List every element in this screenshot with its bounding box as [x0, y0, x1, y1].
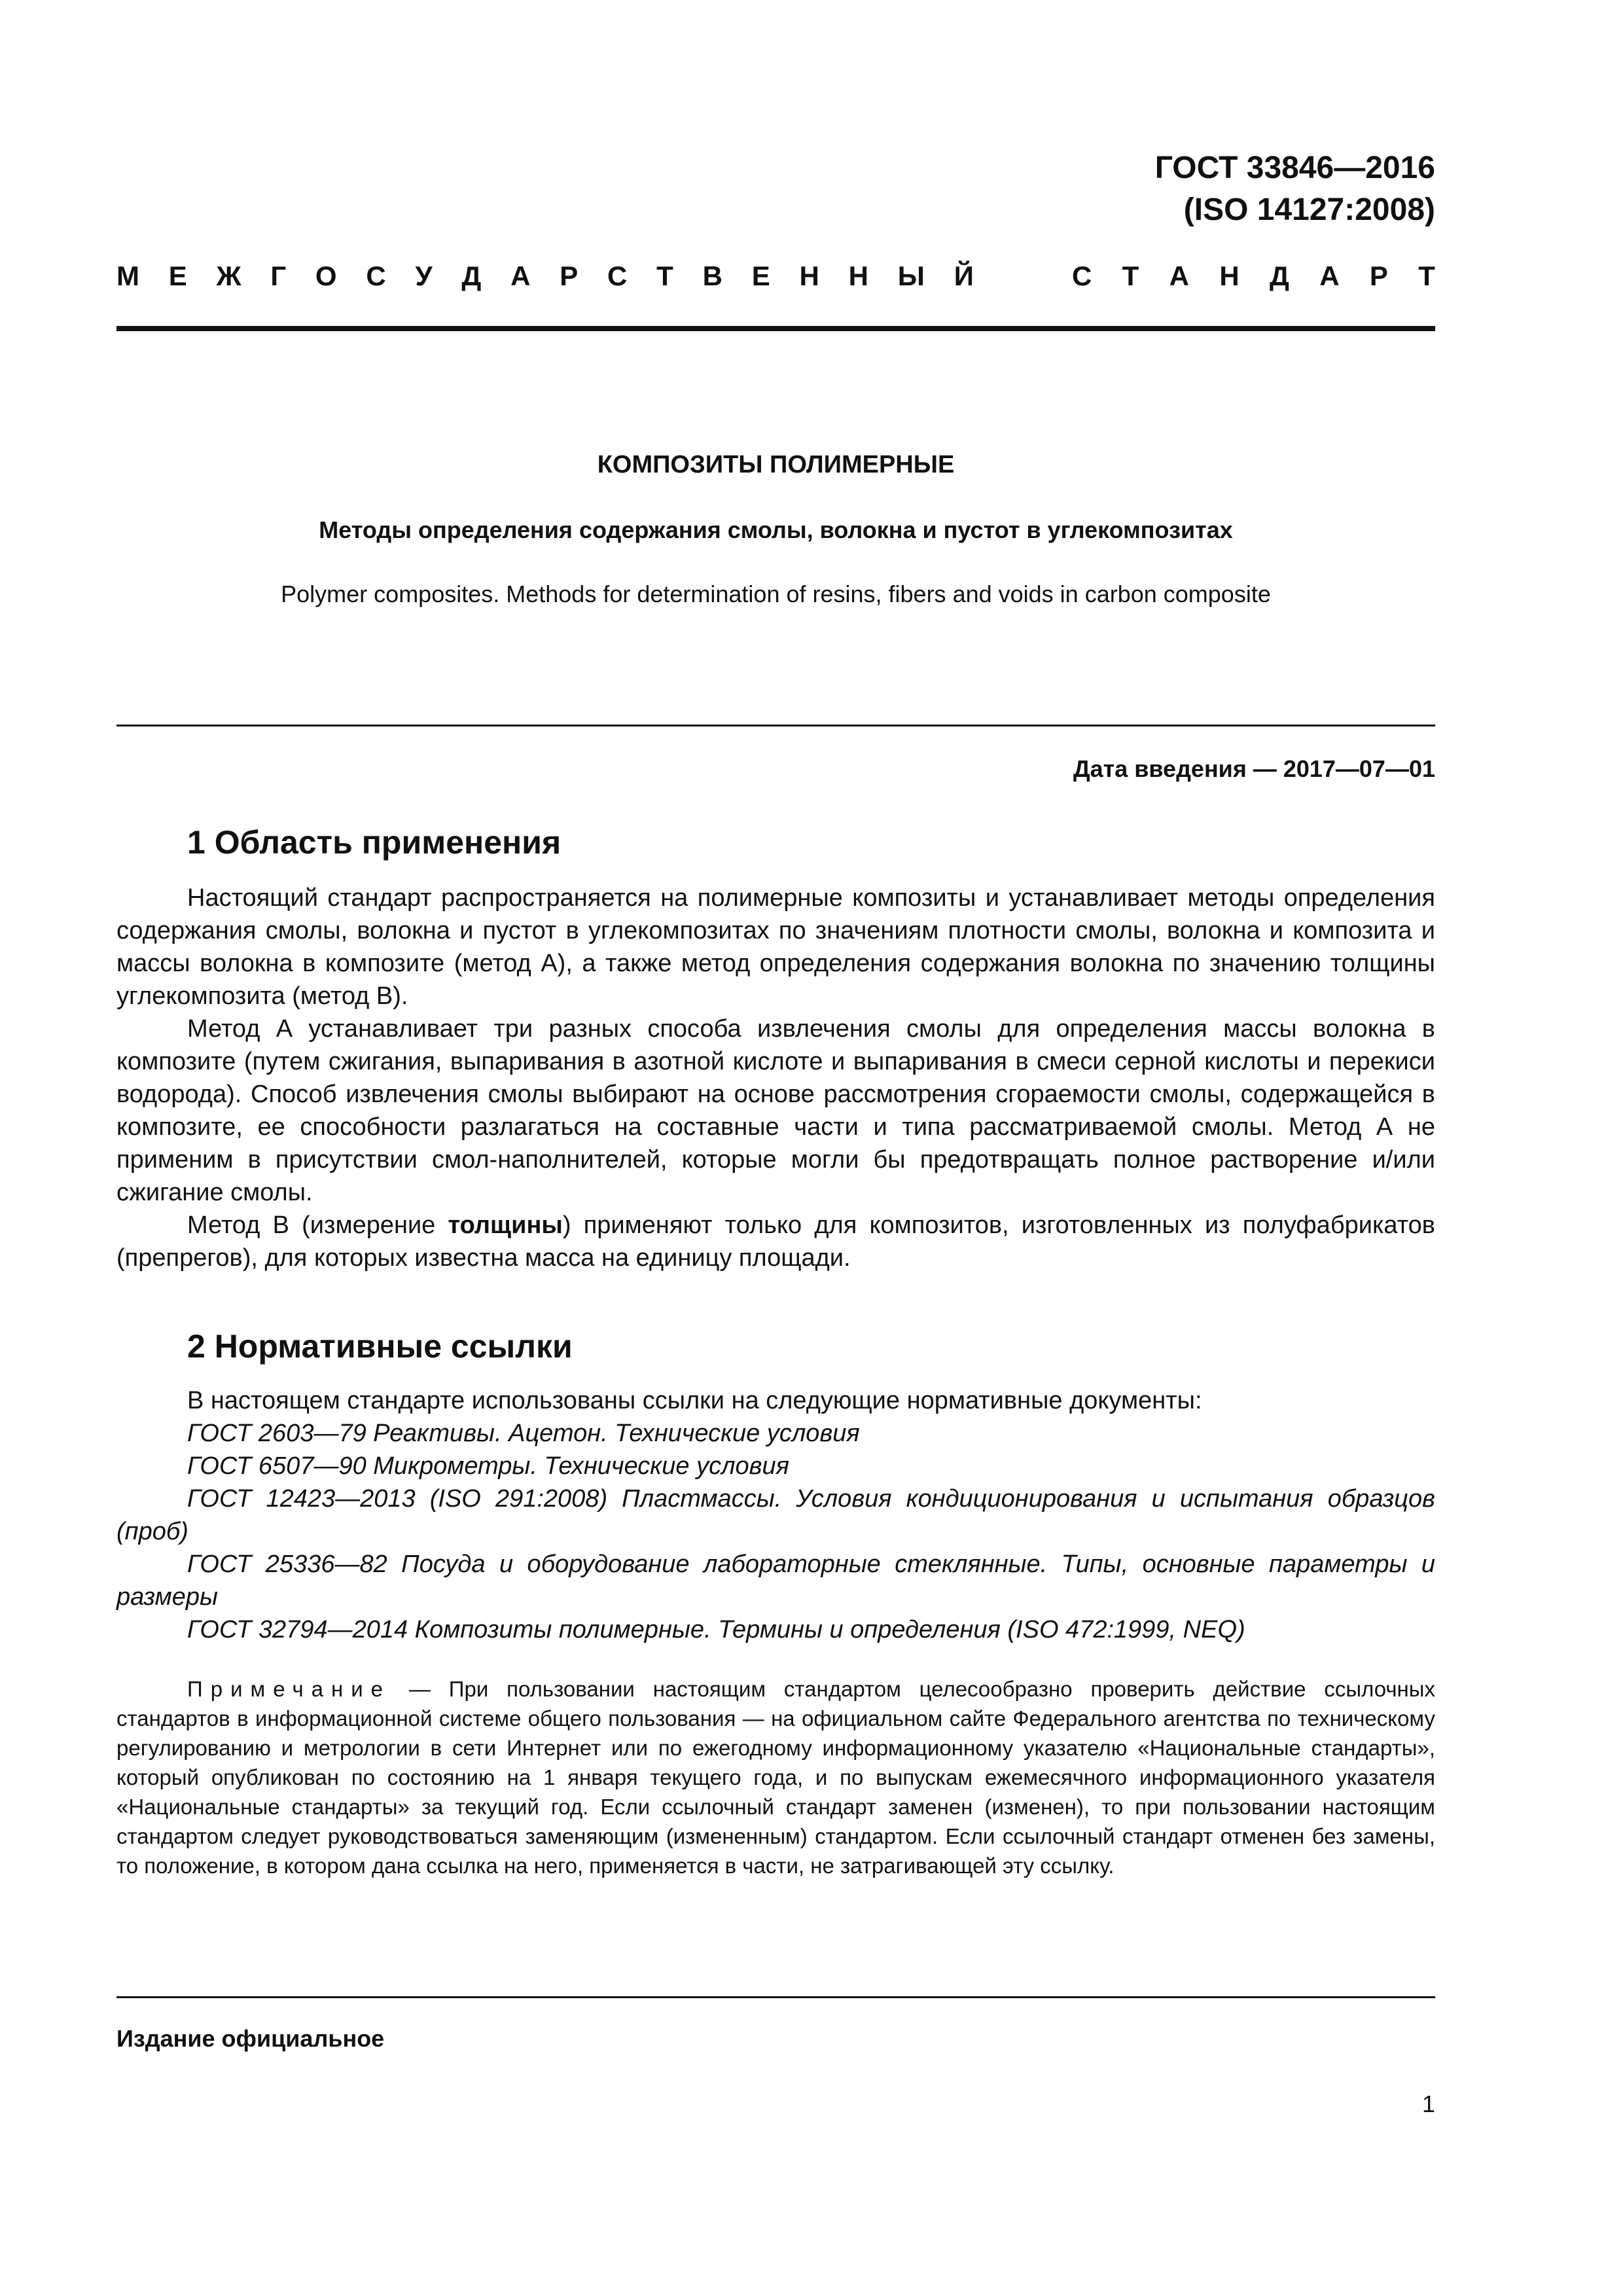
band-letter: Н — [799, 260, 819, 291]
band-letter: Г — [270, 260, 287, 291]
band-letter: У — [415, 260, 433, 291]
band-letter: Р — [560, 260, 579, 291]
reference-item: ГОСТ 6507—90 Микрометры. Технические условия — [187, 1452, 789, 1480]
band-letter: Ы — [897, 260, 925, 291]
note-text: — При пользовании настоящим стандартом целесообразно проверить действие ссылочных стандартов в информационной системе общего пользования — на официальном сайте Федерального агентства по техническому регулированию и метрологии в сети Интернет или по ежегодному информационному указателю «Национальные стандарты», который опубликован по состоянию на 1 января текущего года, и по выпускам ежемесячного информационного указателя «Национальные стандарты» за текущий год. Если ссылочный стандарт заменен (изменен), то при пользовании настоящим стандартом следует руководствоваться заменяющим (измененным) стандартом. Если ссылочный стандарт отменен без замены, то положение, в котором дана ссылка на него, применяется в части, не затрагивающей эту ссылку. — [116, 1677, 1435, 1878]
scope-p3-start: Метод В (измерение — [187, 1211, 448, 1239]
note-label: Примечание — [187, 1677, 391, 1701]
band-letter: Й — [954, 260, 974, 291]
references-intro: В настоящем стандарте использованы ссылки на следующие нормативные документы: — [187, 1387, 1202, 1414]
band-letter: Е — [751, 260, 770, 291]
designation-gost: ГОСТ 33846—2016 — [1154, 151, 1435, 185]
band-letter: Т — [1418, 260, 1435, 291]
band-letter: А — [1319, 260, 1340, 291]
reference-item: ГОСТ 25336—82 Посуда и оборудование лабораторные стеклянные. Типы, основные параметры и размеры — [116, 1551, 1435, 1611]
page-number: 1 — [1421, 2090, 1435, 2117]
band-letter: Н — [1219, 260, 1240, 291]
band-letter: С — [366, 260, 386, 291]
section-heading-references: 2 Нормативные ссылки — [187, 1328, 573, 1365]
band-letter: С — [607, 260, 628, 291]
official-edition-label: Издание официальное — [116, 2025, 385, 2052]
band-letter: С — [1072, 260, 1092, 291]
band-letter: Н — [848, 260, 868, 291]
title-rule — [116, 725, 1435, 726]
band-letter: А — [510, 260, 531, 291]
band-letter: А — [1169, 260, 1189, 291]
section-heading-scope: 1 Область применения — [187, 824, 562, 861]
references-note — [116, 1674, 1435, 1880]
document-title: КОМПОЗИТЫ ПОЛИМЕРНЫЕ — [597, 451, 955, 478]
header-rule — [116, 326, 1435, 331]
band-letter: Е — [168, 260, 187, 291]
reference-item: ГОСТ 12423—2013 (ISO 291:2008) Пластмассы. Условия кондиционирования и испытания образцов (проб) — [116, 1485, 1435, 1545]
reference-item: ГОСТ 2603—79 Реактивы. Ацетон. Технические условия — [187, 1420, 860, 1447]
footer-rule — [116, 1996, 1435, 1998]
interstate-standard-band — [116, 255, 1435, 297]
section-references-body — [116, 1384, 1435, 1646]
band-letter: М — [116, 260, 139, 291]
introduction-date: Дата введения — 2017—07—01 — [1073, 755, 1435, 782]
scope-paragraph-3 — [116, 1209, 1435, 1274]
document-title-english: Polymer composites. Methods for determination of resins, fibers and voids in carbon composite — [281, 581, 1271, 607]
reference-item: ГОСТ 32794—2014 Композиты полимерные. Термины и определения (ISO 472:1999, NEQ) — [187, 1616, 1245, 1643]
section-scope-body — [116, 882, 1435, 1274]
band-letter: Д — [1270, 260, 1289, 291]
band-letter: Ж — [216, 260, 241, 291]
band-word-interstate — [116, 260, 974, 292]
band-letter: Т — [1122, 260, 1139, 291]
band-letter: Т — [656, 260, 673, 291]
scope-p3-end: ) применяют только для композитов, изготовленных из полуфабрикатов (препрегов), для которых известна масса на единицу площади. — [116, 1211, 1435, 1272]
scope-p3-bold: толщины — [448, 1211, 563, 1239]
band-letter: Р — [1369, 260, 1388, 291]
band-letter: В — [702, 260, 722, 291]
band-letter: Д — [461, 260, 482, 291]
document-subtitle: Методы определения содержания смолы, волокна и пустот в углекомпозитах — [319, 516, 1233, 543]
scope-paragraph-1: Настоящий стандарт распространяется на полимерные композиты и устанавливает методы определения содержания смолы, волокна и пустот в углекомпозитах по значениям плотности смолы, волокна и композита и массы волокна в композите (метод А), а также метод определения содержания волокна по значению толщины углекомпозита (метод В). — [116, 884, 1435, 1010]
designation-iso: (ISO 14127:2008) — [1183, 192, 1435, 227]
band-word-standard — [1072, 260, 1435, 292]
standard-designation — [1155, 147, 1435, 231]
scope-paragraph-2: Метод А устанавливает три разных способа извлечения смолы для определения массы волокна в композите (путем сжигания, выпаривания в азотной кислоте и выпаривания в смеси серной кислоты и перекиси водорода). Способ извлечения смолы выбирают на основе рассмотрения сгораемости смолы, содержащейся в композите, ее способности разлагаться на составные части и типа рассматриваемой смолы. Метод А не применим в присутствии смол-наполнителей, которые могли бы предотвращать полное растворение и/или сжигание смолы. — [116, 1015, 1435, 1206]
band-letter: О — [315, 260, 337, 291]
